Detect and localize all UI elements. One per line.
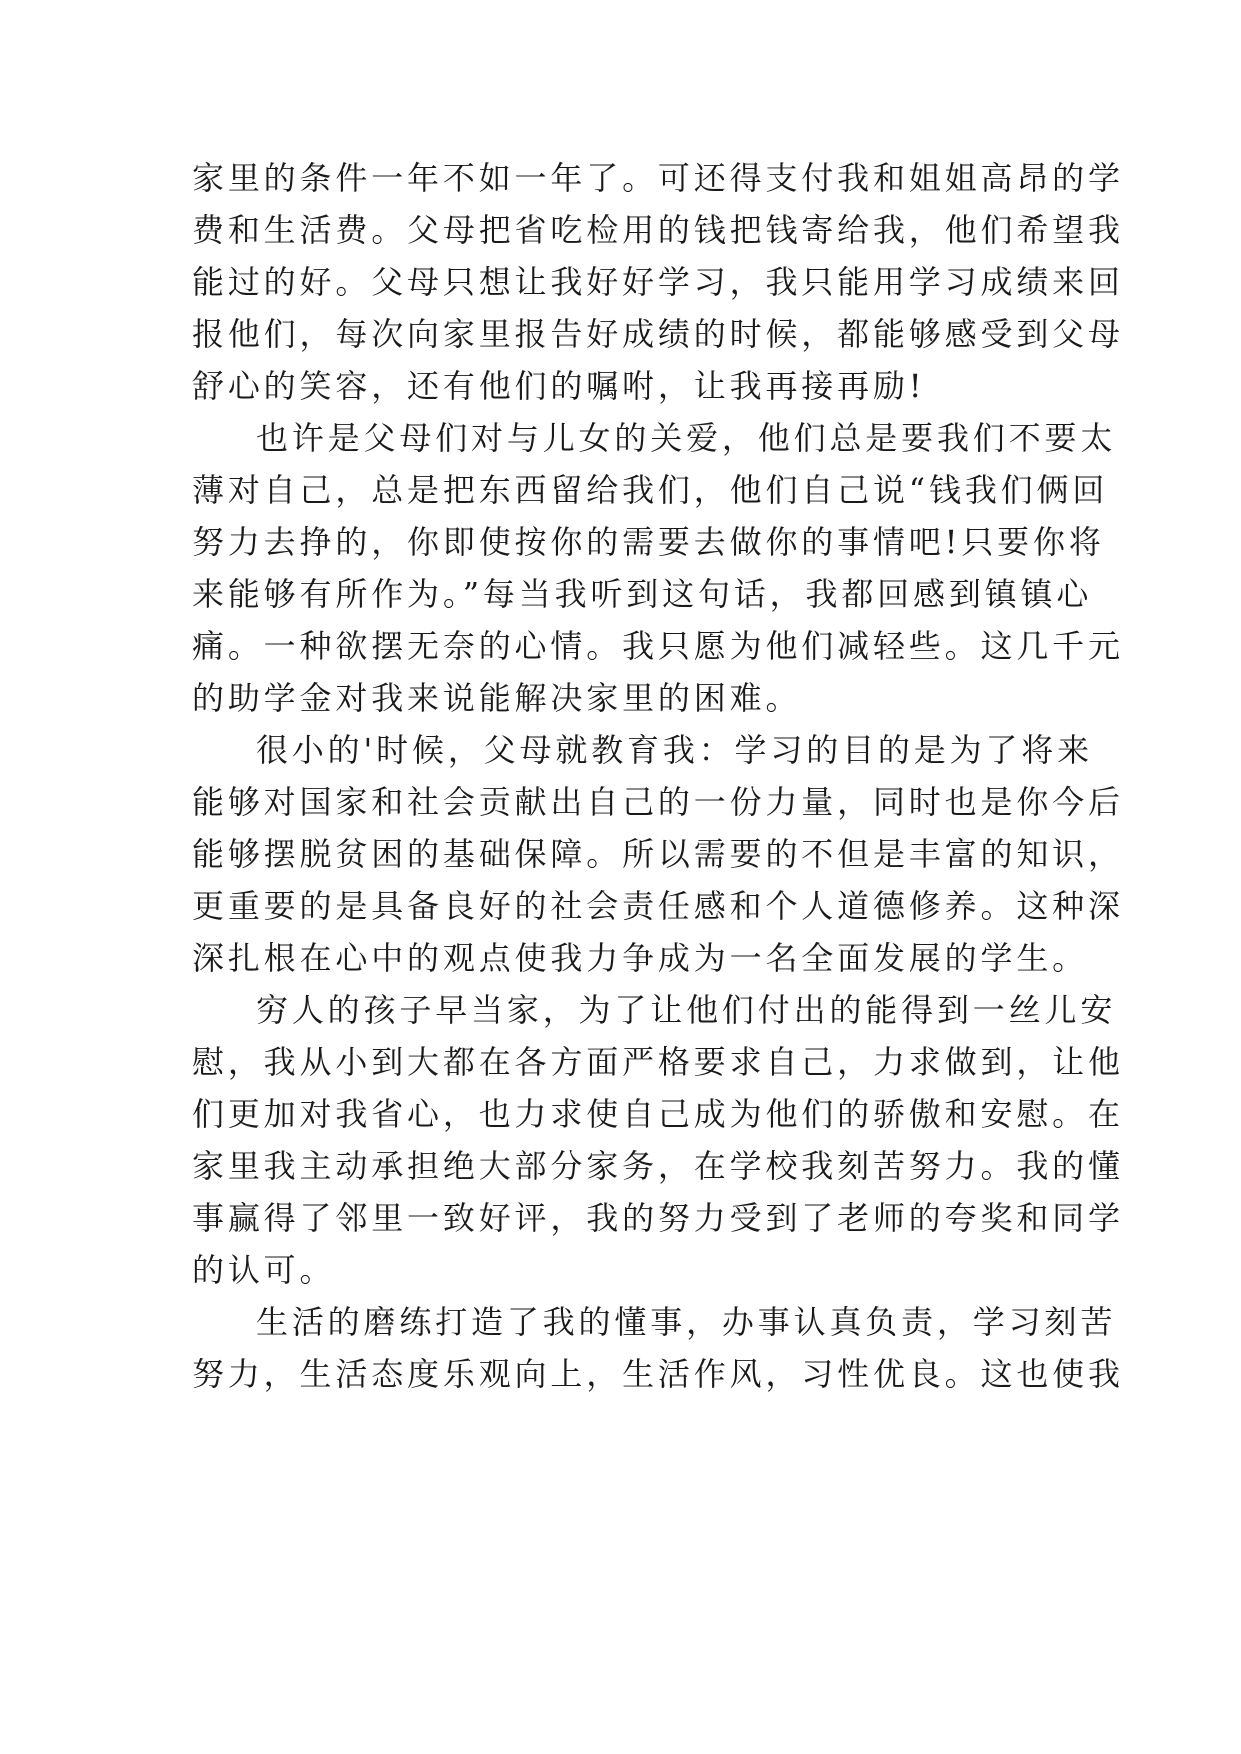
text-line: 努力去挣的，你即使按你的需要去做你的事情吧!只要你将 <box>192 523 1105 561</box>
text-line: 的认可。 <box>192 1251 336 1289</box>
text-line: 能够对国家和社会贡献出自己的一份力量，同时也是你今后 <box>192 783 1124 821</box>
text-line: 努力，生活态度乐观向上，生活作风，习性优良。这也使我 <box>192 1355 1124 1393</box>
paragraph-first-line: 很小的'时候，父母就教育我：学习的目的是为了将来 <box>256 731 1093 769</box>
text-line: 痛。一种欲摆无奈的心情。我只愿为他们减轻些。这几千元 <box>192 627 1124 665</box>
text-line: 的助学金对我来说能解决家里的困难。 <box>192 679 802 717</box>
text-line: 舒心的笑容，还有他们的嘱咐，让我再接再励! <box>192 367 926 405</box>
text-line: 薄对自己，总是把东西留给我们，他们自己说“钱我们俩回 <box>192 471 1109 509</box>
paragraph-first-line: 生活的磨练打造了我的懂事，办事认真负责，学习刻苦 <box>256 1303 1117 1341</box>
text-line: 慰，我从小到大都在各方面严格要求自己，力求做到，让他 <box>192 1043 1124 1081</box>
paragraph-first-line: 也许是父母们对与儿女的关爱，他们总是要我们不要太 <box>256 419 1117 457</box>
text-line: 来能够有所作为。”每当我听到这句话，我都回感到镇镇心 <box>192 575 1093 613</box>
text-line: 能过的好。父母只想让我好好学习，我只能用学习成绩来回 <box>192 263 1124 301</box>
text-line: 事赢得了邻里一致好评，我的努力受到了老师的夸奖和同学 <box>192 1199 1124 1237</box>
text-line: 能够摆脱贫困的基础保障。所以需要的不但是丰富的知识， <box>192 835 1124 873</box>
text-line: 家里的条件一年不如一年了。可还得支付我和姐姐高昂的学 <box>192 159 1124 197</box>
text-line: 更重要的是具备良好的社会责任感和个人道德修养。这种深 <box>192 887 1124 925</box>
text-line: 们更加对我省心，也力求使自己成为他们的骄傲和安慰。在 <box>192 1095 1124 1133</box>
text-line: 费和生活费。父母把省吃检用的钱把钱寄给我，他们希望我 <box>192 211 1124 249</box>
text-line: 报他们，每次向家里报告好成绩的时候，都能够感受到父母 <box>192 315 1124 353</box>
text-line: 深扎根在心中的观点使我力争成为一名全面发展的学生。 <box>192 939 1089 977</box>
text-line: 家里我主动承担绝大部分家务，在学校我刻苦努力。我的懂 <box>192 1147 1124 1185</box>
paragraph-first-line: 穷人的孩子早当家，为了让他们付出的能得到一丝儿安 <box>256 991 1117 1029</box>
